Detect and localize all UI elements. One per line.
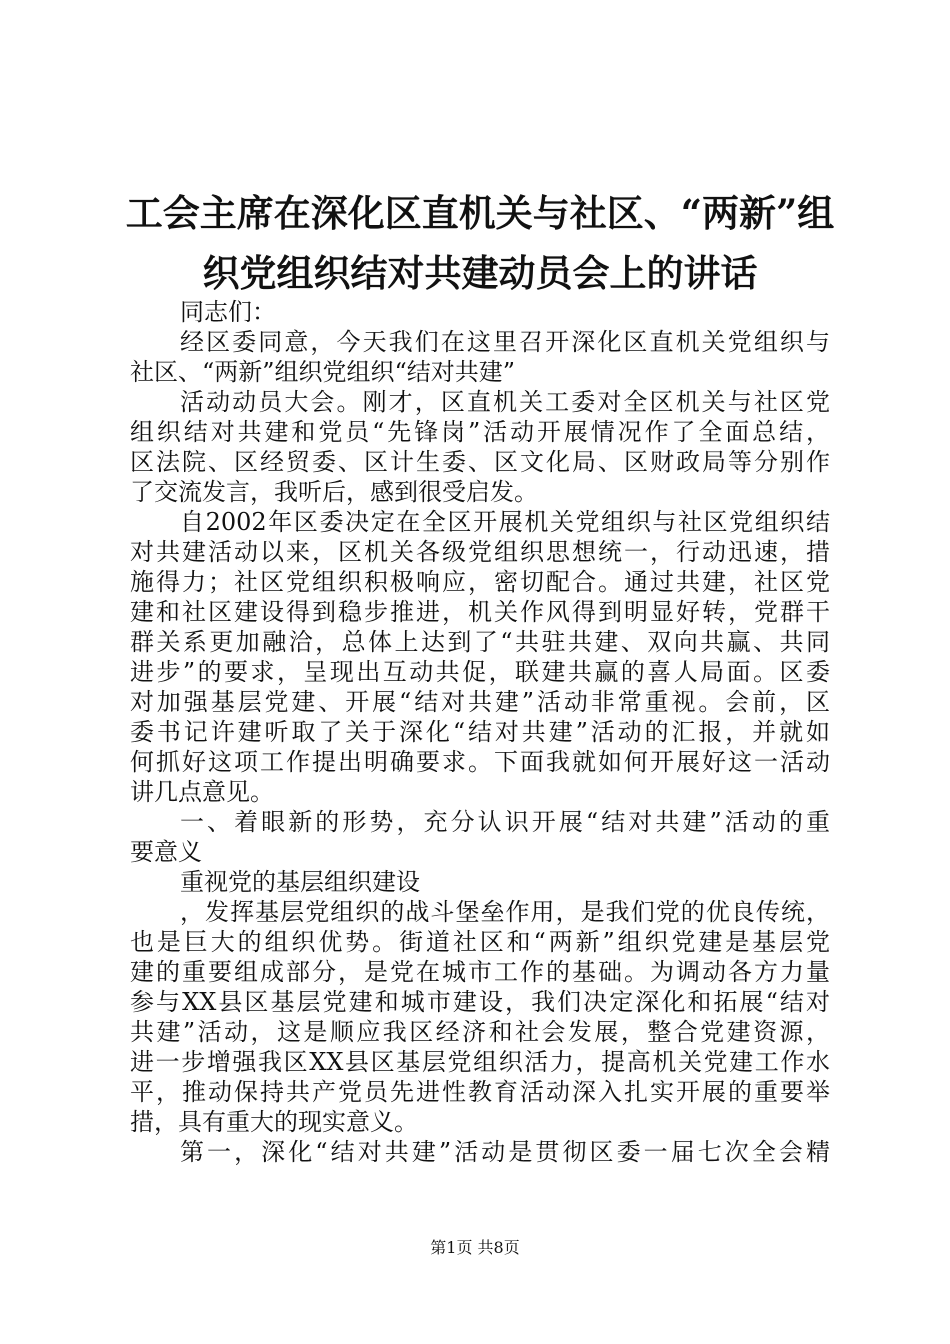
document-body [130,297,830,1167]
body-line: 进步”的要求，呈现出互动共促，联建共赢的喜人局面。区委 [130,658,830,686]
body-line: 建和社区建设得到稳步推进，机关作风得到明显好转，党群干 [130,598,830,626]
body-line: 了交流发言，我听后，感到很受启发。 [130,478,538,506]
body-line: 施得力；社区党组织积极响应，密切配合。通过共建，社区党 [130,568,830,596]
body-line: 活动动员大会。刚才，区直机关工委对全区机关与社区党 [180,388,830,416]
body-line: 自2002年区委决定在全区开展机关党组织与社区党组织结 [180,508,830,536]
page-footer: 第1页 共8页 [430,1238,520,1257]
body-line: 也是巨大的组织优势。街道社区和“两新”组织党建是基层党 [130,928,830,956]
body-line: 第一，深化“结对共建”活动是贯彻区委一届七次全会精 [180,1138,830,1166]
body-line: 讲几点意见。 [130,778,274,806]
body-line: 要意义 [130,838,202,866]
body-line: 建的重要组成部分，是党在城市工作的基础。为调动各方力量 [130,958,830,986]
body-line: 措，具有重大的现实意义。 [130,1108,418,1136]
body-line: 委书记许建听取了关于深化“结对共建”活动的汇报，并就如 [130,718,830,746]
body-line: 群关系更加融洽，总体上达到了“共驻共建、双向共赢、共同 [130,628,830,656]
body-line: 区法院、区经贸委、区计生委、区文化局、区财政局等分别作 [130,448,830,476]
body-line: 参与XX县区基层党建和城市建设，我们决定深化和拓展“结对 [130,988,830,1016]
body-line: 社区、“两新”组织党组织“结对共建” [130,358,516,386]
title-line-2: 织党组织结对共建动员会上的讲话 [202,251,758,295]
title-line-1: 工会主席在深化区直机关与社区、“两新”组 [125,191,835,235]
body-line: 重视党的基层组织建设 [180,868,420,896]
body-line: 何抓好这项工作提出明确要求。下面我就如何开展好这一活动 [130,748,830,776]
document-title [125,183,835,303]
body-line: 对加强基层党建、开展“结对共建”活动非常重视。会前，区 [130,688,830,716]
body-line: ，发挥基层党组织的战斗堡垒作用，是我们党的优良传统， [180,898,830,926]
body-line: 共建”活动，这是顺应我区经济和社会发展，整合党建资源， [130,1018,830,1046]
body-line: 对共建活动以来，区机关各级党组织思想统一，行动迅速，措 [130,538,830,566]
body-line: 组织结对共建和党员“先锋岗”活动开展情况作了全面总结， [130,418,830,446]
body-line: 平，推动保持共产党员先进性教育活动深入扎实开展的重要举 [130,1078,830,1106]
body-line: 同志们： [180,298,276,326]
body-line: 一、着眼新的形势，充分认识开展“结对共建”活动的重 [180,808,830,836]
body-line: 进一步增强我区XX县区基层党组织活力，提高机关党建工作水 [130,1048,830,1076]
body-line: 经区委同意，今天我们在这里召开深化区直机关党组织与 [180,328,830,356]
